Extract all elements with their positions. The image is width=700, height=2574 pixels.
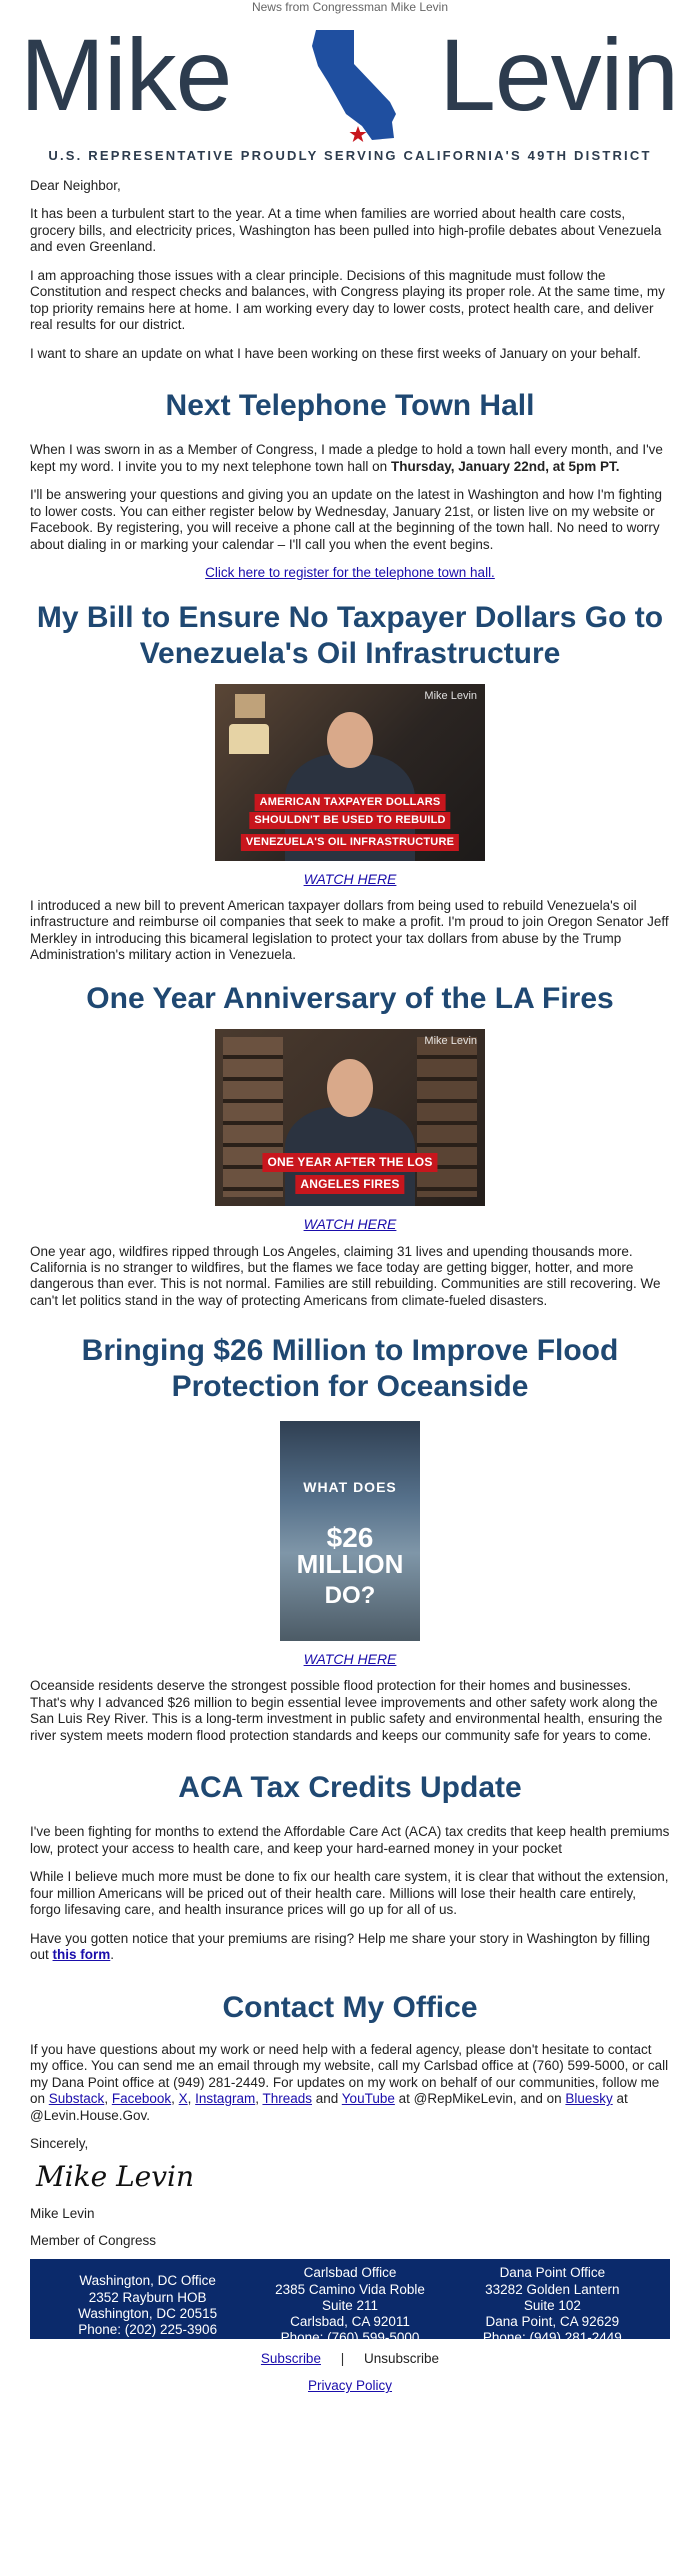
- preheader: News from Congressman Mike Levin: [251, 0, 449, 14]
- lamp-shape: [229, 724, 269, 754]
- video-text-line-2: $26: [326, 1522, 374, 1554]
- video-caption-line-2: SHOULDN'T BE USED TO REBUILD: [249, 812, 450, 829]
- contact-text-mid: at @RepMikeLevin, and on: [394, 2091, 566, 2107]
- office-suite: Suite 102: [523, 2297, 581, 2313]
- masthead-last-name: Levin: [439, 18, 678, 132]
- instagram-link[interactable]: Instagram: [195, 2091, 256, 2107]
- video-logo: Mike Levin: [424, 689, 477, 702]
- office-city: Carlsbad, CA 92011: [290, 2313, 410, 2329]
- contact-heading: Contact My Office: [222, 1990, 478, 2024]
- la-fires-watch-link[interactable]: WATCH HERE: [303, 1216, 397, 1233]
- youtube-link[interactable]: YouTube: [341, 2091, 395, 2107]
- signer-name: Mike Levin: [30, 2206, 95, 2222]
- intro-paragraph-1: It has been a turbulent start to the year. At a time when families are worried about health care costs, grocery bills, and electricity prices, Washington has been pulled into high-profile debates about Venezuela and even Greenland.: [30, 206, 662, 255]
- town-hall-text: When I was sworn in as a Member of Congress, I made a pledge to hold a town hall every month, and I've kept my word. I invite you to my next telephone town hall on: [30, 442, 663, 474]
- town-hall-paragraph-1: [30, 442, 670, 475]
- office-phone: Phone: (202) 225-3906: [78, 2321, 218, 2337]
- video-caption-line-1: AMERICAN TAXPAYER DOLLARS: [255, 794, 446, 811]
- town-hall-heading: Next Telephone Town Hall: [165, 389, 535, 423]
- substack-link[interactable]: Substack: [48, 2091, 105, 2107]
- office-address: 2352 Rayburn HOB: [88, 2289, 207, 2305]
- masthead-first-name: Mike: [20, 18, 232, 132]
- flood-watch-link[interactable]: WATCH HERE: [303, 1651, 397, 1668]
- register-link[interactable]: Click here to register for the telephone town hall.: [205, 565, 495, 581]
- office-address: 2385 Camino Vida Roble: [275, 2281, 425, 2297]
- privacy-policy-link[interactable]: Privacy Policy: [307, 2378, 393, 2394]
- office-city: Dana Point, CA 92629: [485, 2313, 620, 2329]
- threads-link[interactable]: Threads: [262, 2091, 312, 2107]
- separator: ,: [187, 2091, 196, 2107]
- separator: ,: [104, 2091, 112, 2107]
- frame-shape: [235, 694, 265, 718]
- signoff: Sincerely,: [30, 2135, 89, 2151]
- register-row: [30, 565, 670, 581]
- link-separator: |: [340, 2351, 345, 2367]
- office-dana-point: [453, 2265, 652, 2346]
- aca-text: Have you gotten notice that your premiums are rising? Help me share your story in Washington by filling out: [30, 1930, 651, 1963]
- office-name: Washington, DC Office: [79, 2273, 216, 2289]
- office-suite: Suite 211: [321, 2297, 379, 2313]
- separator-and: and: [312, 2091, 342, 2107]
- la-fires-video-thumbnail[interactable]: [215, 1029, 485, 1206]
- video-text-line-1: WHAT DOES: [303, 1479, 397, 1496]
- intro-paragraph-3: I want to share an update on what I have been working on these first weeks of January on your behalf.: [30, 345, 641, 361]
- x-link[interactable]: X: [178, 2091, 188, 2107]
- video-caption-line-1: ONE YEAR AFTER THE LOS: [262, 1153, 437, 1172]
- aca-form-link[interactable]: this form: [52, 1947, 111, 1963]
- office-name: Dana Point Office: [499, 2265, 606, 2281]
- venezuela-body: I introduced a new bill to prevent American taxpayer dollars from being used to rebuild Venezuela's oil infrastructure and reimburse oil companies that seek to make a profit. I'm proud to join Oregon Senator Jeff Merkley in introducing this bicameral legislation to protect your tax dollars from abuse by the Trump Administration's military action in Venezuela.: [30, 897, 669, 962]
- contact-text: If you have questions about my work or need help with a federal agency, please don't hesitate to contact my office. You can send me an email through my website, call my Carlsbad office at (760) 599-5000, or call my Dana Point office at (949) 281-2449. For updates on my work on behalf of our communities, follow me on: [30, 2041, 669, 2107]
- office-carlsbad: [250, 2265, 449, 2346]
- office-dc: [48, 2265, 247, 2337]
- office-phone: Phone: (760) 599-5000: [280, 2330, 420, 2346]
- venezuela-watch-link[interactable]: WATCH HERE: [303, 870, 397, 887]
- aca-paragraph-3: [30, 1931, 670, 1964]
- video-text-line-4: DO?: [324, 1582, 376, 1610]
- facebook-link[interactable]: Facebook: [111, 2091, 172, 2107]
- la-fires-heading: One Year Anniversary of the LA Fires: [86, 982, 614, 1016]
- speaker-face: [327, 712, 373, 768]
- venezuela-video-thumbnail[interactable]: [215, 684, 485, 861]
- flood-body: Oceanside residents deserve the strongest possible flood protection for their homes and businesses. That's why I advanced $26 million to begin essential levee improvements and other safety work along the San Luis Rey River. This is a long-term investment in public safety and environmental health, ensuring the river system meets modern flood protection standards and keeps our community safe for years to come.: [30, 1678, 663, 1743]
- aca-heading: ACA Tax Credits Update: [178, 1771, 522, 1805]
- town-hall-paragraph-2: I'll be answering your questions and giving you an update on the latest in Washington and how I'm fighting to lower costs. You can either register below by Wednesday, January 21st, or listen live on my website or Facebook. By registering, you will receive a phone call at the beginning of the town hall. No need to worry about dialing in or marking your calendar – I'll call you when the event begins.: [30, 487, 663, 552]
- california-map-icon: [302, 26, 412, 146]
- video-caption-line-3: VENEZUELA'S OIL INFRASTRUCTURE: [241, 834, 459, 851]
- office-phone: Phone: (949) 281-2449: [482, 2330, 622, 2346]
- masthead-tagline: U.S. REPRESENTATIVE PROUDLY SERVING CALIFORNIA'S 49TH DISTRICT: [48, 148, 652, 163]
- la-fires-body: One year ago, wildfires ripped through Los Angeles, claiming 31 lives and upending thousands more. California is no stranger to wildfires, but the flames we face today are getting bigger, hotter, and more dangerous than ever. This is not normal. Families are still rebuilding. Communities are still recovering. We can't let politics stand in the way of protecting Americans from climate-fueled disasters.: [30, 1243, 661, 1308]
- subscribe-link[interactable]: Subscribe: [260, 2351, 321, 2367]
- bookshelf-shape: [223, 1037, 283, 1197]
- office-footer: [30, 2259, 670, 2346]
- aca-text-end: .: [110, 1947, 115, 1963]
- masthead-banner: [20, 18, 680, 144]
- separator: ,: [171, 2091, 179, 2107]
- letter-body: [0, 178, 700, 2249]
- flood-heading: Bringing $26 Million to Improve Flood Protection for Oceanside: [81, 1334, 619, 1404]
- subscription-links: [0, 2351, 700, 2366]
- bluesky-link[interactable]: Bluesky: [565, 2091, 613, 2107]
- town-hall-date: Thursday, January 22nd, at 5pm PT.: [390, 458, 620, 474]
- video-text-line-3: MILLION: [296, 1549, 404, 1580]
- bookshelf-shape-right: [417, 1037, 477, 1197]
- intro-paragraph-2: I am approaching those issues with a clear principle. Decisions of this magnitude must follow the Constitution and respect checks and balances, with Congress playing its proper role. At the same time, my top priority remains here at home. I am working every day to lower costs, protect health care, and deliver real results for our district.: [30, 267, 665, 333]
- privacy-row: [0, 2378, 700, 2393]
- venezuela-heading: My Bill to Ensure No Taxpayer Dollars Go to Venezuela's Oil Infrastructure: [36, 600, 664, 670]
- office-city: Washington, DC 20515: [78, 2305, 218, 2321]
- unsubscribe-link[interactable]: Unsubscribe: [364, 2351, 440, 2367]
- aca-paragraph-2: While I believe much more must be done to fix our health care system, it is clear that without the extension, four million Americans will be priced out of their health care. Millions will lose their health care entirely, forgo lifesaving care, and health insurance prices will go up for all of us.: [30, 1869, 669, 1918]
- signer-title: Member of Congress: [30, 2232, 157, 2248]
- video-logo: Mike Levin: [424, 1035, 477, 1048]
- aca-paragraph-1: I've been fighting for months to extend the Affordable Care Act (ACA) tax credits that keep health premiums low, protect your access to health care, and keep your hard-earned money in your pocket: [30, 1824, 670, 1856]
- office-address: 33282 Golden Lantern: [485, 2281, 620, 2297]
- contact-text-end: at @Levin.House.Gov.: [30, 2091, 628, 2123]
- contact-paragraph: [30, 2042, 670, 2124]
- separator: ,: [255, 2091, 263, 2107]
- video-caption-line-2: ANGELES FIRES: [295, 1175, 404, 1194]
- office-name: Carlsbad Office: [303, 2265, 397, 2281]
- signature-image: Mike Levin: [36, 2160, 195, 2194]
- greeting: Dear Neighbor,: [30, 178, 121, 193]
- flood-video-thumbnail[interactable]: [280, 1421, 420, 1641]
